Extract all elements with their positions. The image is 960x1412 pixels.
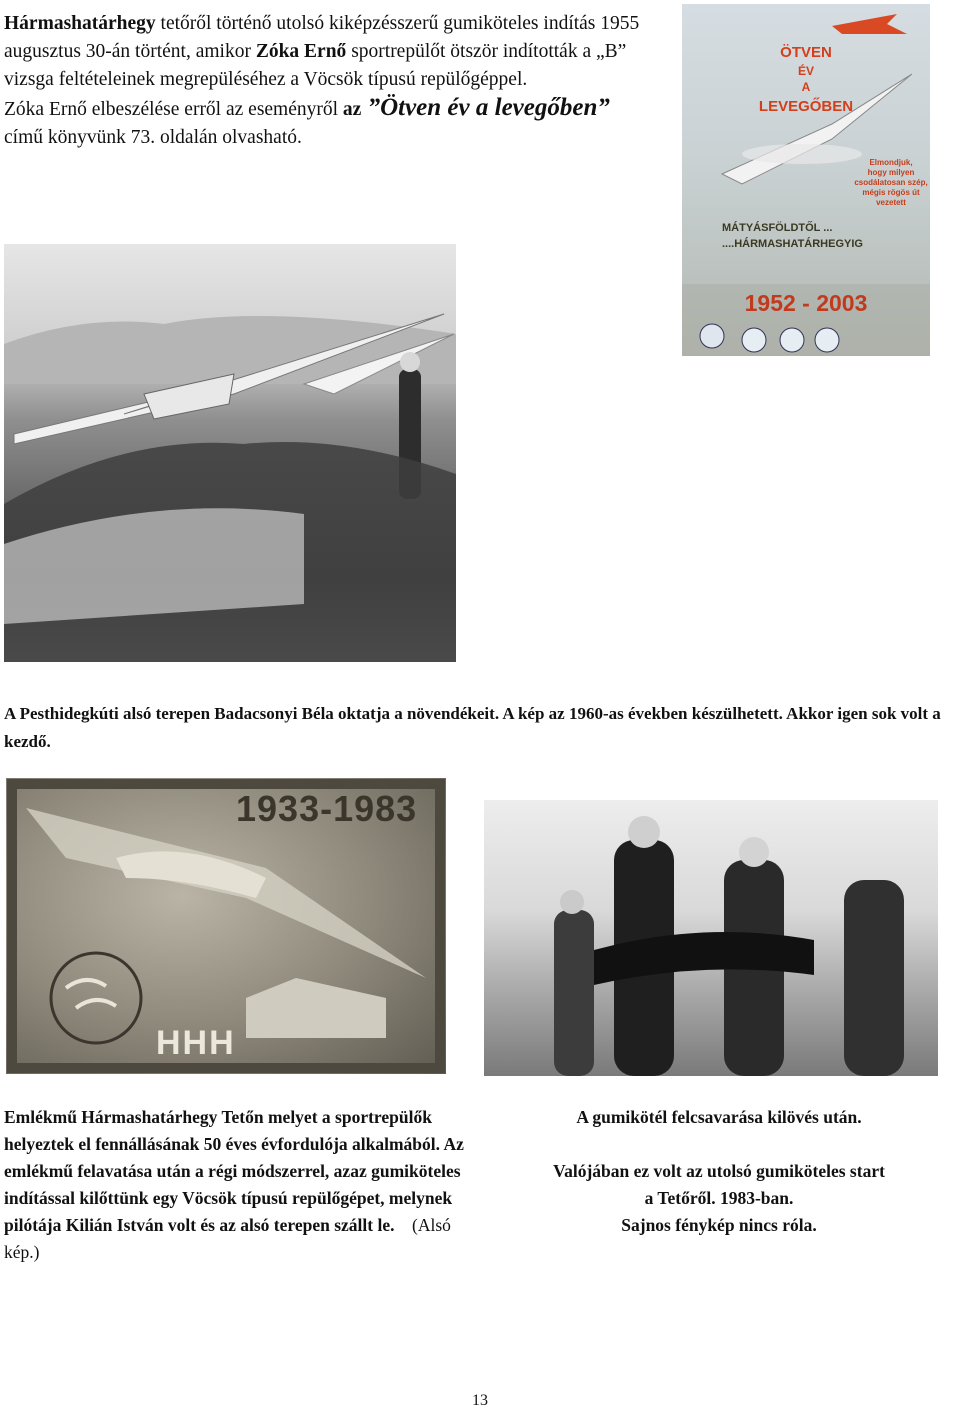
intro-text <box>4 10 644 152</box>
rope-caption-line-3: a Tetőről. 1983-ban. <box>644 1188 794 1208</box>
emblem-icon <box>700 324 724 348</box>
intro-text-part: Zóka Ernő elbeszélése erről az eseményről <box>4 99 343 120</box>
plaque-photo <box>6 778 446 1074</box>
person-name: Zóka Ernő <box>255 41 347 62</box>
cover-title-3: A <box>801 80 811 94</box>
emblem-icon <box>815 328 839 352</box>
emblem-icon <box>780 328 804 352</box>
rope-winding-photo <box>484 800 938 1076</box>
book-title: Ötven év a levegőben <box>380 94 598 121</box>
group-photo-caption: A Pesthidegkúti alsó terepen Badacsonyi Béla oktatja a növendékeit. A kép az 1960-as években készülhetett. Akkor igen sok volt a kezdő. <box>4 704 941 751</box>
cover-years: 1952 - 2003 <box>744 290 868 316</box>
instructor-head <box>400 352 420 372</box>
rope-caption-line-4: Sajnos fénykép nincs róla. <box>621 1215 817 1235</box>
book-cover-image <box>682 4 930 356</box>
cover-route-2: ....HÁRMASHATÁRHEGYIG <box>722 238 863 250</box>
plaque-glider-wing <box>26 808 426 978</box>
place-name: Hármashatárhegy <box>4 13 156 34</box>
plaque-years: 1933-1983 <box>236 788 418 829</box>
intro-text-part: tetőről történő utolsó kiképzésszerű gumiköteles indítás 1955 augusztus 30-án történt, amikor <box>4 13 640 62</box>
rope-caption-line-1: A gumikötél felcsavarása kilövés után. <box>576 1107 862 1127</box>
emblem-icon <box>742 328 766 352</box>
hill-shape <box>4 316 456 384</box>
cover-blurb-line: Elmondjuk, <box>869 158 913 167</box>
intro-az: az <box>342 99 362 120</box>
person-head <box>739 837 769 867</box>
cover-title-2: ÉV <box>797 64 814 78</box>
intro-paragraph-2 <box>4 94 644 152</box>
plaque-caption-ref: (Alsó kép.) <box>4 1215 451 1262</box>
glider-shadow-shape <box>742 144 862 164</box>
plaque-glider-body <box>116 851 266 898</box>
quote-close: ” <box>597 94 610 121</box>
person-figure <box>844 880 904 1076</box>
cover-route-1: MÁTYÁSFÖLDTŐL ... <box>722 222 833 234</box>
rope-caption <box>480 1104 958 1239</box>
cover-blurb-line: csodálatosan szép, <box>854 178 928 187</box>
person-figure <box>554 910 594 1076</box>
quote-open: ” <box>361 94 381 121</box>
intro-text-part: című könyvünk 73. oldalán olvasható. <box>4 127 302 148</box>
intro-paragraph-1 <box>4 10 644 94</box>
person-head <box>560 890 584 914</box>
cover-blurb-line: mégis rögös út vezetett <box>862 188 920 207</box>
intro-text-part: sportrepülőt ötször indították a „B” vizsga feltételeinek megrepüléséhez a Vöcsök típusú repülőgéppel. <box>4 41 627 90</box>
red-glider-icon <box>832 14 907 34</box>
bird-icon <box>66 980 116 1008</box>
plaque-letters: HHH <box>156 1024 236 1062</box>
person-head <box>628 816 660 848</box>
cover-title-4: LEVEGŐBEN <box>758 98 854 115</box>
cover-title-1: ÖTVEN <box>780 44 832 61</box>
plaque-caption-text: Emlékmű Hármashatárhegy Tetőn melyet a sportrepülők helyeztek el fennállásának 50 éves évfordulója alkalmából. Az emlékmű felavatása után a régi módszerrel, azaz gumiköteles indítással kilőttünk egy Vöcsök típusú repülőgépet, melynek pilótája Kilián István volt és az alsó terepen szállt le. <box>4 1107 464 1235</box>
rope-winding-art <box>484 800 938 1076</box>
plaque-caption <box>4 1104 474 1266</box>
group-photo-art <box>4 244 456 662</box>
cover-blurb <box>852 158 930 208</box>
caption-spacer <box>480 1131 958 1158</box>
page-number: 13 <box>472 1392 488 1409</box>
cover-blurb-line: hogy milyen <box>867 168 915 177</box>
rope-caption-line-2: Valójában ez volt az utolsó gumiköteles start <box>553 1161 885 1181</box>
group-photo <box>4 244 456 662</box>
hangar-shape <box>246 978 386 1038</box>
